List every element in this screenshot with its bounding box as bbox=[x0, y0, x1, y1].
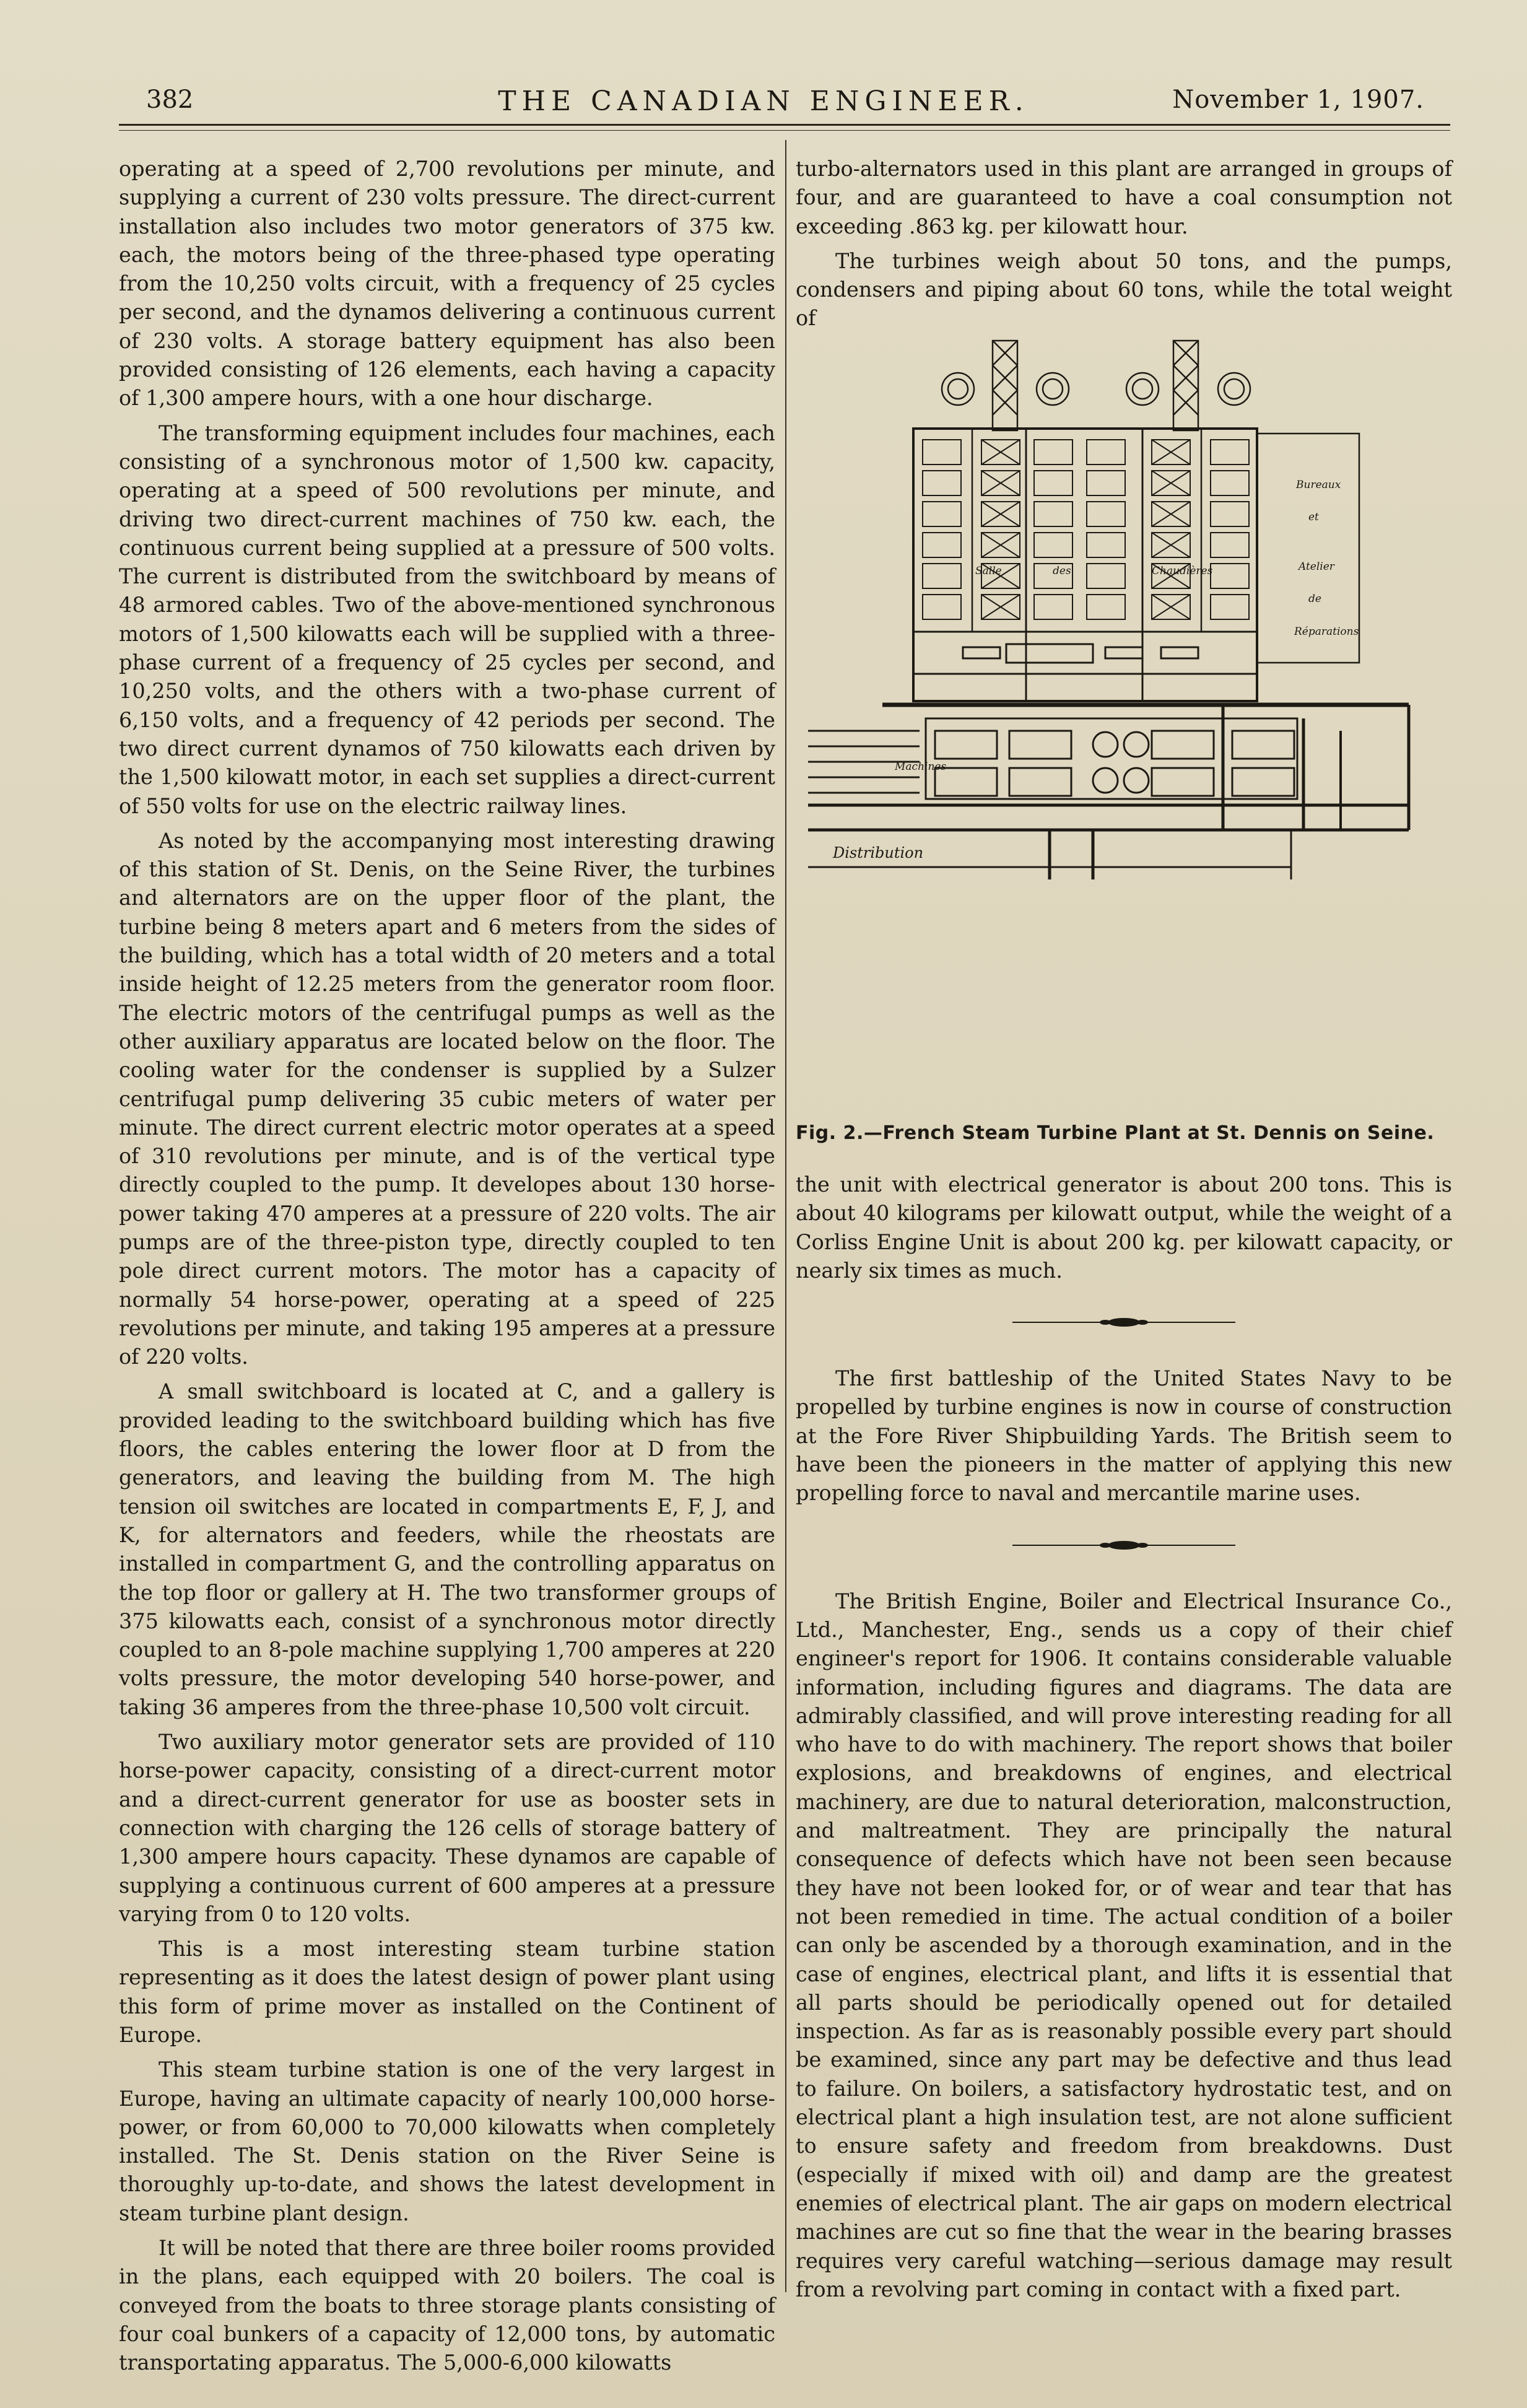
paragraph: the unit with electrical generator is about 200 tons. This is about 40 kilograms per kilowatt output, while the weight of a Corliss Engine Unit is about 200 kg. per kilowatt capacity, or nearly six times as much. bbox=[796, 1172, 1452, 1283]
boiler-unit bbox=[1211, 440, 1249, 465]
boiler-unit bbox=[1211, 595, 1249, 619]
plant-plan-figure bbox=[796, 334, 1452, 1144]
paragraph: turbo-alternators used in this plant are arranged in groups of four, and are guaranteed to have a coal consumption not exceeding .863 kg. per kilowatt hour. bbox=[796, 157, 1452, 238]
figure-label: Atelier bbox=[1299, 561, 1334, 573]
coal-conveyor-tower bbox=[993, 341, 1198, 430]
chimney-stack bbox=[942, 373, 1250, 405]
ornament-rule-icon bbox=[1012, 1539, 1235, 1551]
paragraph: It will be noted that there are three boiler rooms provided in the plans, each equipped with 20 boilers. The coal is conveyed from the boats to three storage plants consisting of four coal bunkers of a capacity of 12,000 tons, by automatic transportating apparatus. The 5,000-6,000 kilowatts bbox=[119, 2236, 775, 2375]
boiler-unit bbox=[1211, 564, 1249, 588]
boiler-unit bbox=[1087, 533, 1125, 557]
paragraph: The turbines weigh about 50 tons, and the pumps, condensers and piping about 60 tons, while the total weight of bbox=[796, 248, 1452, 331]
masthead: THE CANADIAN ENGINEER. bbox=[498, 85, 1029, 117]
boiler-unit bbox=[1034, 440, 1072, 465]
boiler-unit bbox=[1211, 502, 1249, 526]
section-ornament bbox=[796, 1539, 1452, 1551]
page-number: 382 bbox=[146, 85, 194, 114]
boiler-unit bbox=[923, 533, 961, 557]
figure-label: Distribution bbox=[833, 844, 924, 862]
boiler-unit bbox=[1087, 471, 1125, 495]
figure-label: Machines bbox=[895, 761, 947, 773]
corridor-outline bbox=[913, 632, 1257, 674]
header-rule bbox=[119, 124, 1450, 126]
boiler-unit bbox=[1087, 502, 1125, 526]
figure-label: Salle bbox=[975, 565, 1002, 577]
boiler-unit bbox=[923, 502, 961, 526]
paragraph: Two auxiliary motor generator sets are provided of 110 horse-power capacity, consisting of a direct-current motor and a direct-current generator for use as booster sets in connection with charging the 126 cells of storage battery of 1,300 ampere hours capacity. These dynamos are capable of supplying a continuous current of 600 amperes at a pressure varying from 0 to 120 volts. bbox=[119, 1730, 775, 1926]
boiler-unit bbox=[1087, 440, 1125, 465]
paragraph: The British Engine, Boiler and Electrical Insurance Co., Ltd., Manchester, Eng., sends us a copy of their chief engineer's report for 1906. It contains considerable valuable information, including figures and diagrams. The data are admirably classified, and will prove interesting reading for all who have to do with machinery. The report shows that boiler explosions, and breakdowns of engines, and electrical machinery, are due to natural deterioration, malconstruction, and maltreatment. They are principally the natural consequence of defects which have not been seen because they have not been looked for, or of wear and tear that has not been remedied in time. The actual condition of a boiler can only be ascended by a thorough examination, and in the case of engines, electrical plant, and lifts it is essential that all parts should be periodically opened out for detailed inspection. As far as is reasonably possible every part should be examined, since any part may be defective and thus lead to failure. On boilers, a satisfactory hydrostatic test, and on electrical plant a high insulation test, are not alone sufficient to ensure safety and freedom from breakdowns. Dust (especially if mixed with oil) and damp are the greatest enemies of electrical plant. The air gaps on modern electrical machines are cut so fine that the wear in the bearing brasses requires very careful watching—serious damage may result from a revolving part coming in contact with a fixed part. bbox=[796, 1589, 1452, 2301]
figure-label: et bbox=[1308, 511, 1319, 523]
boiler-unit bbox=[1034, 502, 1072, 526]
paragraph: As noted by the accompanying most interesting drawing of this station of St. Denis, on the Seine River, the turbines and alternators are on the upper floor of the plant, the turbine being 8 meters apart and 6 meters from the sides of the building, which has a total width of 20 meters and a total inside height of 12.25 meters from the generator room floor. The electric motors of the centrifugal pumps as well as the other auxiliary apparatus are located below on the floor. The cooling water for the condenser is supplied by a Sulzer centrifugal pump delivering 35 cubic meters of water per minute. The direct current electric motor operates at a speed of 310 revolutions per minute, and is of the vertical type directly coupled to the pump. It developes about 130 horse-power taking 470 amperes at a pressure of 220 volts. The air pumps are of the three-piston type, directly coupled to ten pole direct current motors. The motor has a capacity of normally 54 horse-power, operating at a speed of 225 revolutions per minute, and taking 195 amperes at a pressure of 220 volts. bbox=[119, 828, 775, 1369]
boiler-unit bbox=[1034, 533, 1072, 557]
page-header bbox=[0, 85, 1527, 129]
paragraph: The transforming equipment includes four machines, each consisting of a synchronous motor of 1,500 kw. capacity, operating at a speed of 500 revolutions per minute, and driving two direct-current machines of 750 kw. each, the continuous current being supplied at a pressure of 500 volts. The current is distributed from the switchboard by means of 48 armored cables. Two of the above-mentioned synchronous motors of 1,500 kilowatts each will be supplied with a three-phase current of a frequency of 25 cycles per second, and 10,250 volts, and the others with a two-phase current of 6,150 volts, and a frequency of 42 periods per second. The two direct current dynamos of 750 kilowatts each driven by the 1,500 kilowatt motor, in each set supplies a direct-current of 550 volts for use on the electric railway lines. bbox=[119, 421, 775, 818]
paragraph: This steam turbine station is one of the very largest in Europe, having an ultimate capacity of nearly 100,000 horse-power, or from 60,000 to 70,000 kilowatts when completely installed. The St. Denis station on the River Seine is thoroughly up-to-date, and shows the latest development in steam turbine plant design. bbox=[119, 2057, 775, 2225]
figure-label: Chaudières bbox=[1152, 565, 1213, 577]
paragraph: The first battleship of the United States Navy to be propelled by turbine engines is now in course of construction at the Fore River Shipbuilding Yards. The British seem to have been the pioneers in the matter of applying this new propelling force to naval and mercantile marine uses. bbox=[796, 1366, 1452, 1506]
section-ornament bbox=[796, 1316, 1452, 1328]
figure-label: des bbox=[1053, 565, 1071, 577]
column-divider bbox=[785, 140, 786, 2292]
boiler-unit bbox=[923, 564, 961, 588]
boiler-unit bbox=[923, 471, 961, 495]
paragraph: operating at a speed of 2,700 revolutions per minute, and supplying a current of 230 volts pressure. The direct-current installation also includes two motor generators of 375 kw. each, the motors being of the three-phased type operating from the 10,250 volts circuit, with a frequency of 25 cycles per second, and the dynamos delivering a continuous current of 230 volts. A storage battery equipment has also been provided consisting of 126 elements, each having a capacity of 1,300 ampere hours, with a one hour discharge. bbox=[119, 157, 775, 411]
boiler-unit bbox=[1211, 471, 1249, 495]
left-column bbox=[119, 155, 775, 2384]
header-rule-thin bbox=[119, 130, 1450, 131]
right-column-top bbox=[796, 155, 1452, 339]
figure-label: de bbox=[1308, 593, 1321, 605]
boiler-unit bbox=[1034, 595, 1072, 619]
ornament-rule-icon bbox=[1012, 1316, 1235, 1328]
boiler-unit bbox=[923, 440, 961, 465]
boiler-unit bbox=[1087, 595, 1125, 619]
right-column-bottom bbox=[796, 1171, 1452, 2310]
issue-date: November 1, 1907. bbox=[1172, 85, 1424, 114]
figure-caption: Fig. 2.—French Steam Turbine Plant at St. Dennis on Seine. bbox=[796, 1122, 1435, 1144]
figure-label: Bureaux bbox=[1296, 479, 1341, 491]
paragraph: This is a most interesting steam turbine station representing as it does the latest design of power plant using this form of prime mover as installed on the Continent of Europe. bbox=[119, 1937, 775, 2047]
plant-floor-plan-drawing bbox=[796, 334, 1452, 1115]
boiler-unit bbox=[1211, 533, 1249, 557]
boiler-unit bbox=[923, 595, 961, 619]
paragraph: A small switchboard is located at C, and a gallery is provided leading to the switchboard building which has five floors, the cables entering the lower floor at D from the generators, and leaving the building from M. The high tension oil switches are located in compartments E, F, J, and K, for alternators and feeders, while the rheostats are installed in compartment G, and the controlling apparatus on the top floor or gallery at H. The two transformer groups of 375 kilowatts each, consist of a synchronous motor directly coupled to an 8-pole machine supplying 1,700 amperes at 220 volts pressure, the motor developing 540 horse-power, and taking 36 amperes from the three-phase 10,500 volt circuit. bbox=[119, 1379, 775, 1719]
figure-label: Réparations bbox=[1294, 626, 1359, 638]
boiler-unit bbox=[1034, 471, 1072, 495]
boiler-unit bbox=[1087, 564, 1125, 588]
